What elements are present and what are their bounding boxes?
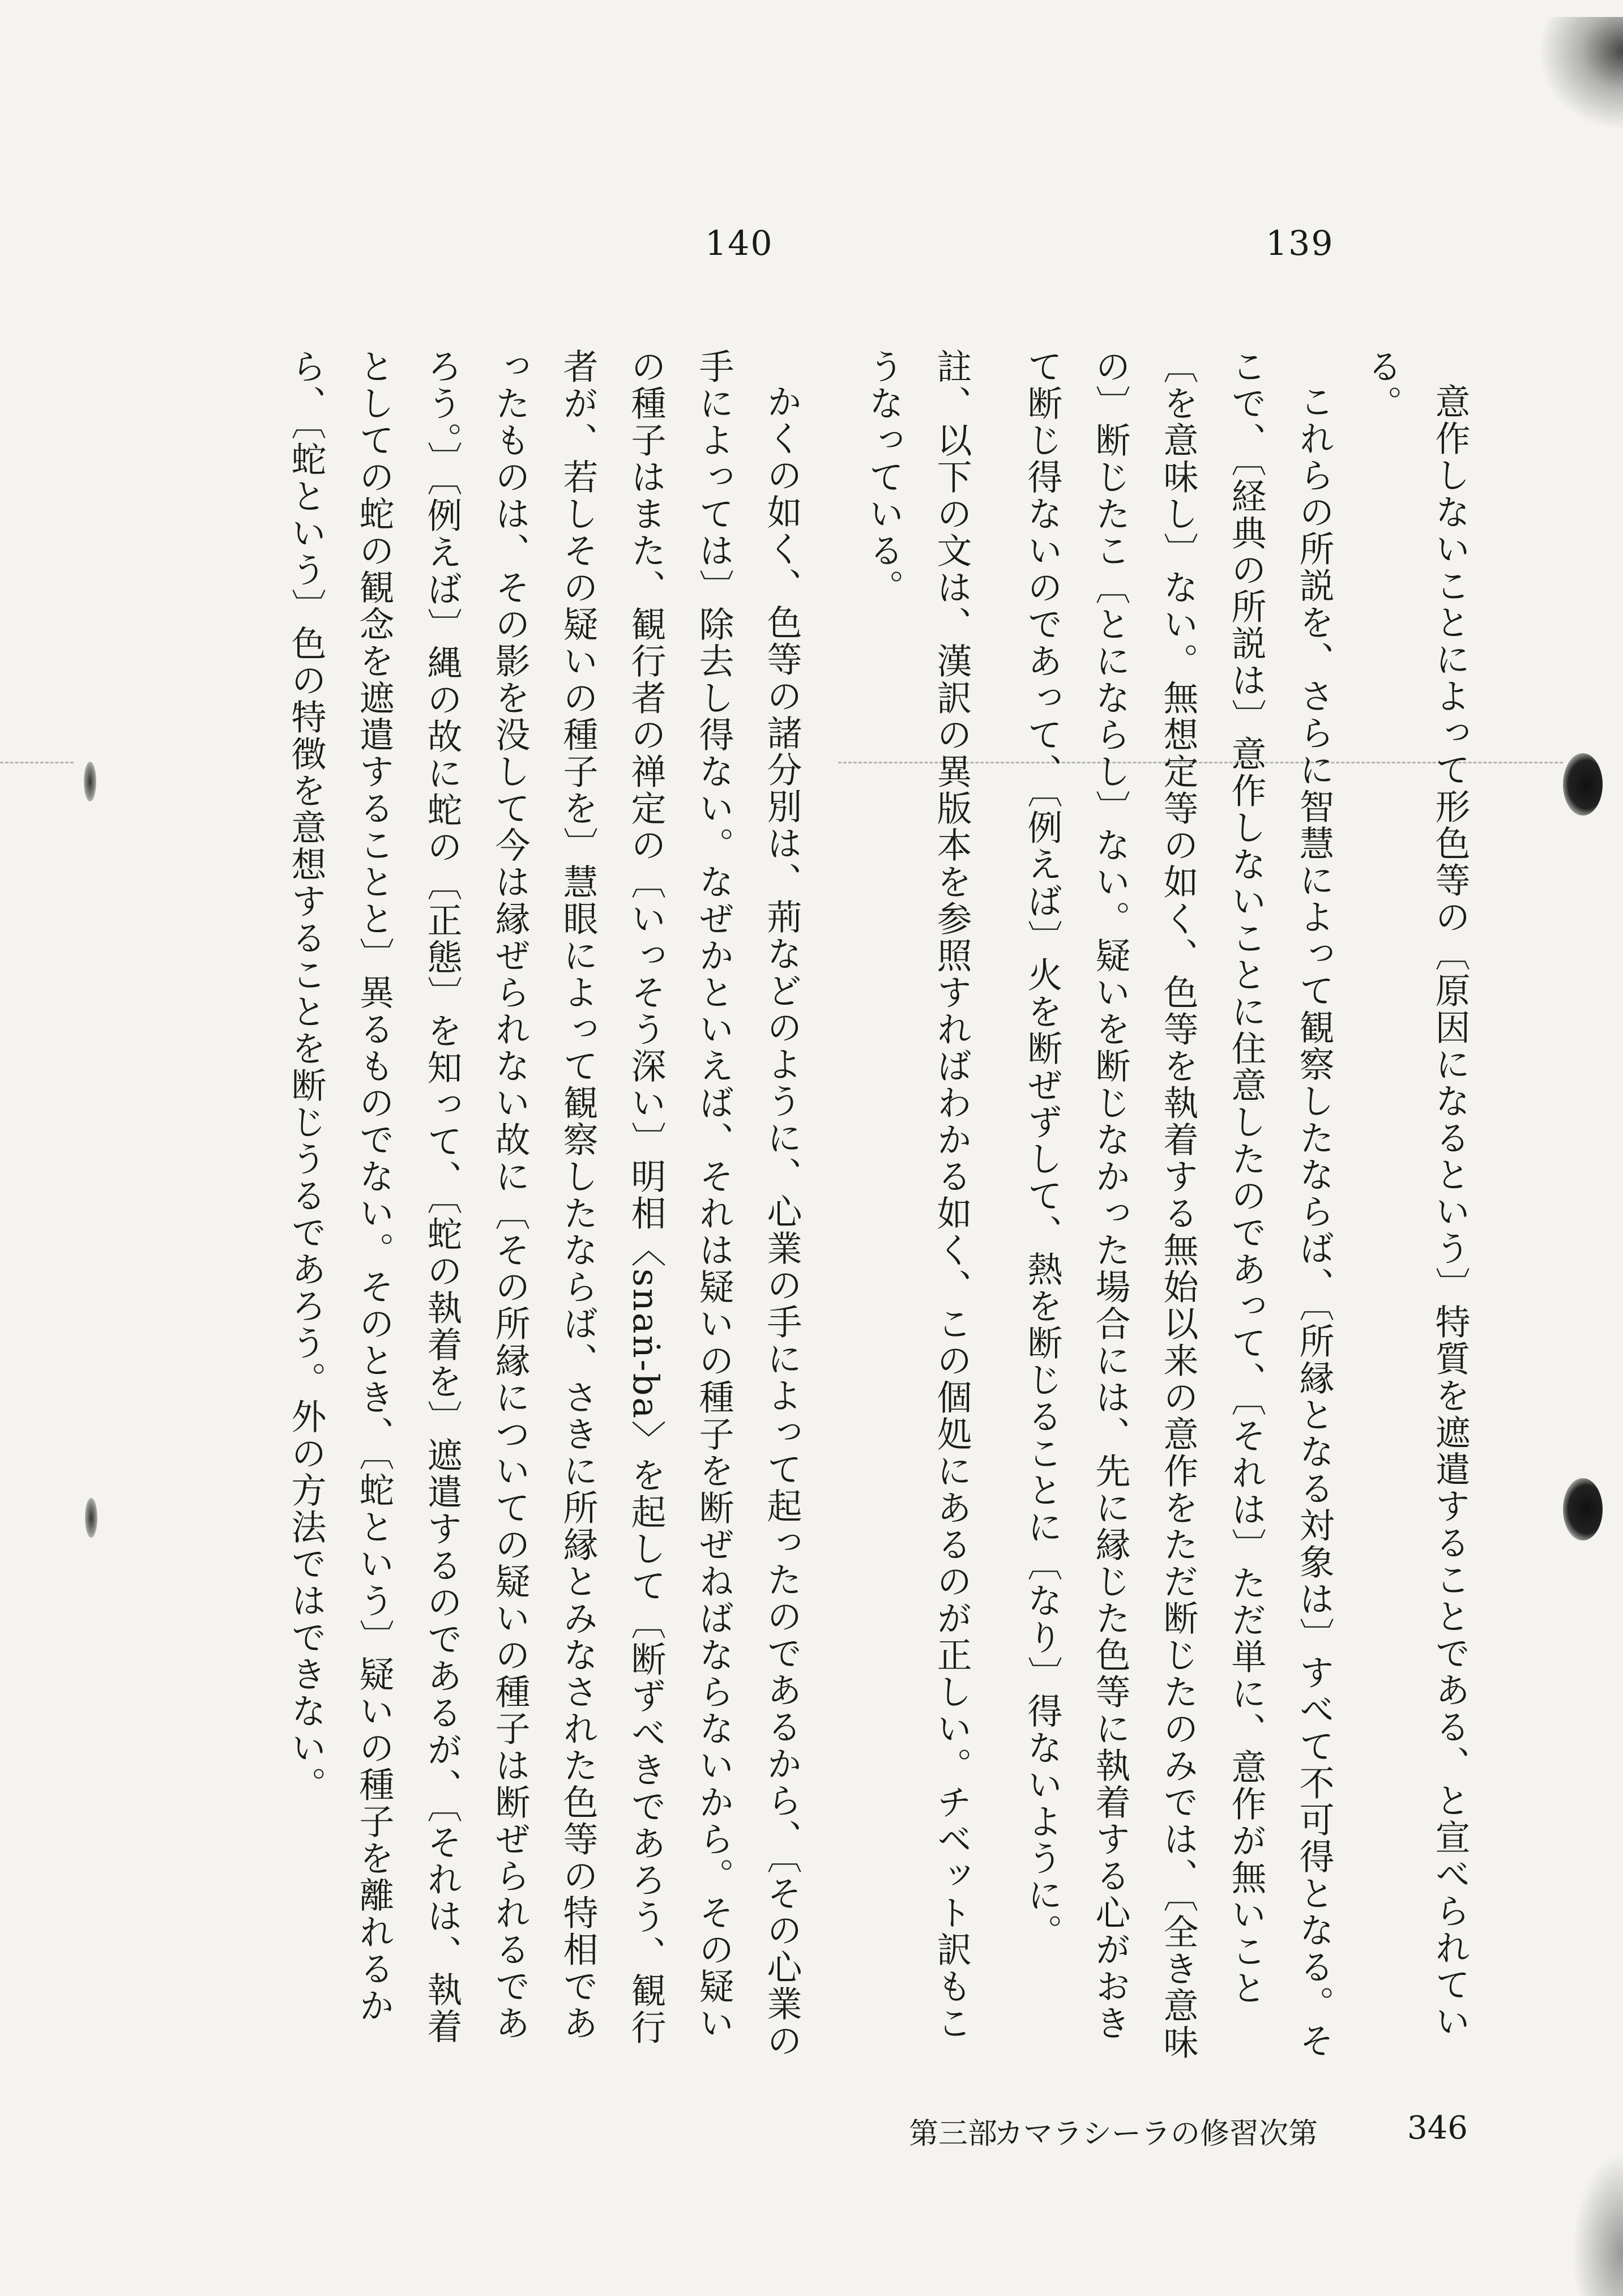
- paragraph-1: 意作しないことによって形色等の〔原因になるという〕特質を遮遣することである、と宣べられている。: [1361, 348, 1471, 2040]
- footnote-label: 註、: [931, 348, 972, 422]
- footer-part: 第三部: [909, 2117, 998, 2151]
- footnote: [849, 348, 985, 2064]
- footer-page-number: 346: [1407, 2110, 1468, 2146]
- punch-hole-right-upper: [1563, 753, 1603, 816]
- scan-shadow-top-right: [1538, 17, 1623, 130]
- paragraph-3: かくの如く、色等の諸分別は、荊などのように、心業の手によって起ったのであるから、〔その心業の手によっては〕除去し得ない。なぜかといえば、それは疑いの種子を断ぜねばならないから。その疑いの種子はまた、観行者の禅定の〔いっそう深い〕明相〈snaṅ-ba〉を起して〔断ずべきであろう、観行者が、若しその疑いの種子を〕慧眼によって観察したならば、さきに所縁とみなされた色等の特相であったものは、その影を没して今は縁ぜられない故に〔その所縁についての疑いの種子は断ぜられるであろう。〕〔例えば〕縄の故に蛇の〔正態〕を知って、〔蛇の執着を〕遮遣するのであるが、〔それは、執着としての蛇の観念を遮遣することと〕異るものでない。そのとき、〔蛇という〕疑いの種子を離れるから、〔蛇という〕色の特徴を意想することを断じうるであろう。外の方法ではできない。: [285, 348, 802, 2059]
- body-text: [210, 348, 1484, 2064]
- punch-hole-right-lower: [1563, 1478, 1603, 1540]
- footnote-text: 以下の文は、漢訳の異版本を参照すればわかる如く、この個処にあるのが正しい。チベット訳もこうなっている。: [863, 348, 972, 2042]
- scan-shadow-bottom-right: [1572, 2152, 1623, 2296]
- fold-line-left: [0, 762, 74, 763]
- punch-mark-left-lower: [85, 1498, 97, 1538]
- page-number-left: 140: [705, 224, 774, 263]
- footer-title: カマラシーラの修習次第: [994, 2117, 1318, 2151]
- page-number-right: 139: [1266, 224, 1334, 263]
- paragraph-2: これらの所説を、さらに智慧によって観察したならば、〔所縁となる対象は〕すべて不可得となる。そこで、〔経典の所説は〕意作しないことに住意したのであって、〔それは〕ただ単に、意作が無いこと〔を意味し〕ない。無想定等の如く、色等を執着する無始以来の意作をただ断じたのみでは、〔全き意味の〕断じたこ〔とにならし〕ない。疑いを断じなかった場合には、先に縁じた色等に執着する心がおきて断じ得ないのであって、〔例えば〕火を断ぜずして、熱を断じることに〔なり〕得ないように。: [1022, 348, 1335, 2061]
- punch-mark-left-upper: [84, 762, 96, 801]
